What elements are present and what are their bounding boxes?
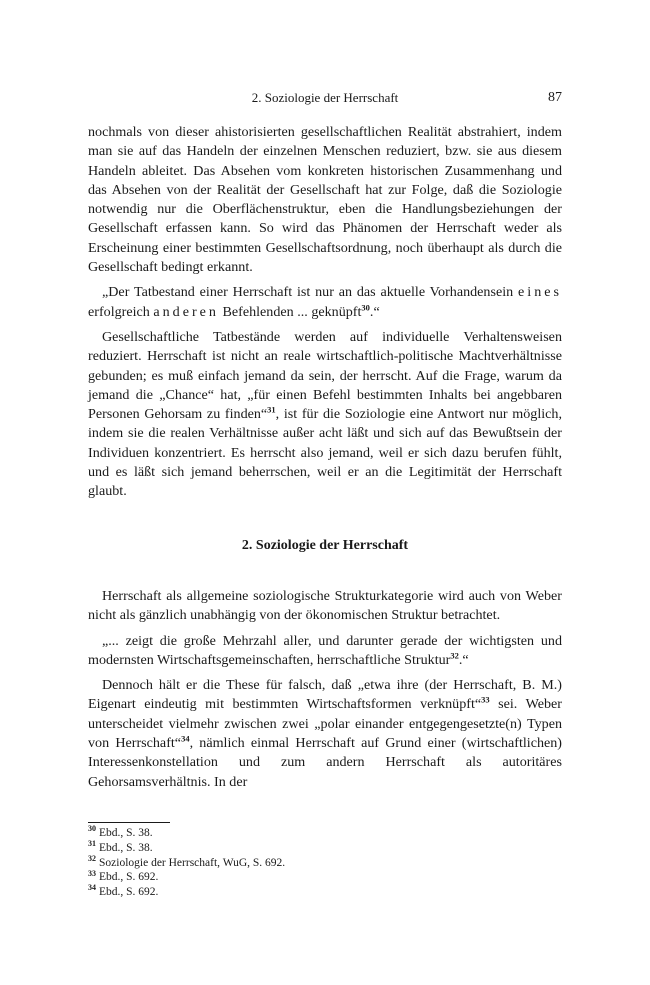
footnote-ref: 31 — [267, 404, 276, 415]
footnote-text: Ebd., S. 38. — [99, 841, 153, 854]
footnote-ref: 34 — [181, 733, 190, 744]
quote-text: „Der Tatbestand einer Herrschaft ist nur an das aktuelle Vorhandensein — [102, 284, 519, 301]
paragraph-text: sei. Weber unterscheidet vielmehr zwischen zwei „polar einander entgegengesetzte(n) Typen von Herrschaft“ — [88, 696, 562, 752]
emphasis-eines: eines — [518, 284, 562, 301]
quote-paragraph-2 — [88, 632, 562, 671]
paragraph-text: Dennoch hält er die These für falsch, daß „etwa ihre (der Herrschaft, B. M.) Eigenart eindeutig mit bestimmten Wirtschaftsformen verknüpft“ — [88, 677, 562, 713]
running-head — [88, 90, 562, 108]
quote-paragraph-1 — [88, 283, 562, 322]
footnote-text: Ebd., S. 692. — [99, 871, 159, 884]
footnote — [88, 870, 562, 885]
footnote-mark: 33 — [88, 868, 96, 878]
footnote-mark: 32 — [88, 853, 96, 863]
paragraph-text: Gesellschaftliche Tatbestände werden auf individuelle Verhaltensweisen reduziert. Herrschaft ist nicht an reale wirtschaftlich-politische Machtverhältnisse gebunden; es muß einfach jemand da sein, der herrscht. Auf die Frage, warum da jemand die „Chance“ hat, „für einen Befehl bestimmten Inhalts bei angebbaren Personen Gehorsam zu finden“ — [88, 328, 562, 423]
section-heading: 2. Soziologie der Herrschaft — [241, 537, 409, 553]
footnote — [88, 826, 562, 841]
footnote-ref: 30 — [361, 301, 370, 312]
footnote-mark: 34 — [88, 883, 96, 893]
footnote-text: Ebd., S. 692. — [99, 886, 159, 899]
footnotes — [88, 826, 562, 900]
quote-text: .“ — [369, 303, 380, 320]
footnote-text: Ebd., S. 38. — [99, 827, 153, 839]
footnote-text: Soziologie der Herrschaft, WuG, S. 692. — [99, 856, 286, 869]
quote-text: „... zeigt die große Mehrzahl aller, und darunter gerade der wichtigsten und modernsten Wirtschaftsgemeinschaften, herrschaftliche Struktur — [88, 632, 562, 668]
quote-text: Befehlenden ... geknüpft — [218, 303, 362, 320]
footnote-mark: 31 — [88, 838, 96, 848]
paragraph-text: , nämlich einmal Herrschaft auf Grund einer (wirtschaftlichen) Interessenkonstellation und zum andern Herrschaft als autoritäres Gehorsamsverhältnis. In der — [88, 735, 562, 790]
quote-text: .“ — [458, 651, 469, 668]
paragraph-3 — [88, 328, 562, 502]
footnote — [88, 885, 562, 900]
quote-text: erfolgreich — [88, 303, 154, 320]
running-title: 2. Soziologie der Herrschaft — [251, 90, 399, 105]
footnote-mark: 30 — [88, 824, 96, 834]
footnote-ref: 32 — [450, 650, 459, 661]
footnote — [88, 853, 562, 871]
footnote — [88, 838, 562, 856]
paragraph-text: , ist für die Soziologie eine Antwort nur möglich, indem sie die realen Verhältnisse außer acht läßt und sich auf das Bewußtsein der Individuen konzentriert. Es herrscht also jemand, weil er sich dazu berufen fühlt, und es läßt sich jemand beherrschen, weil er an die Legitimität der Herrschaft glaubt. — [88, 406, 562, 500]
emphasis-anderen: anderen — [153, 303, 219, 320]
paragraph-6 — [88, 676, 562, 792]
footnote-divider — [88, 822, 170, 823]
footnote-ref: 33 — [481, 694, 490, 705]
paragraph-4: Herrschaft als allgemeine soziologische Strukturkategorie wird auch von Weber nicht als gänzlich unabhängig von der ökonomischen Struktur betrachtet. — [88, 587, 562, 624]
paragraph-1: nochmals von dieser ahistorisierten gesellschaftlichen Realität abstrahiert, indem man sie auf das Handeln der einzelnen Menschen reduziert, bzw. sie aus diesem Handeln ableitet. Das Absehen vom konkreten historischen Zusammenhang und das Absehen von der Realität der Gesellschaft hat zur Folge, daß die Soziologie notwendig nur die Oberflächenstruktur, eben die Handlungsbeziehungen der Gesellschaft erfassen kann. So wird das Phänomen der Herrschaft weder als Erscheinung einer bestimmten Gesellschaftsordnung, noch überhaupt als durch die Gesellschaft bedingt erkannt. — [88, 124, 562, 276]
page-number: 87 — [548, 90, 562, 105]
body-text — [88, 123, 562, 792]
